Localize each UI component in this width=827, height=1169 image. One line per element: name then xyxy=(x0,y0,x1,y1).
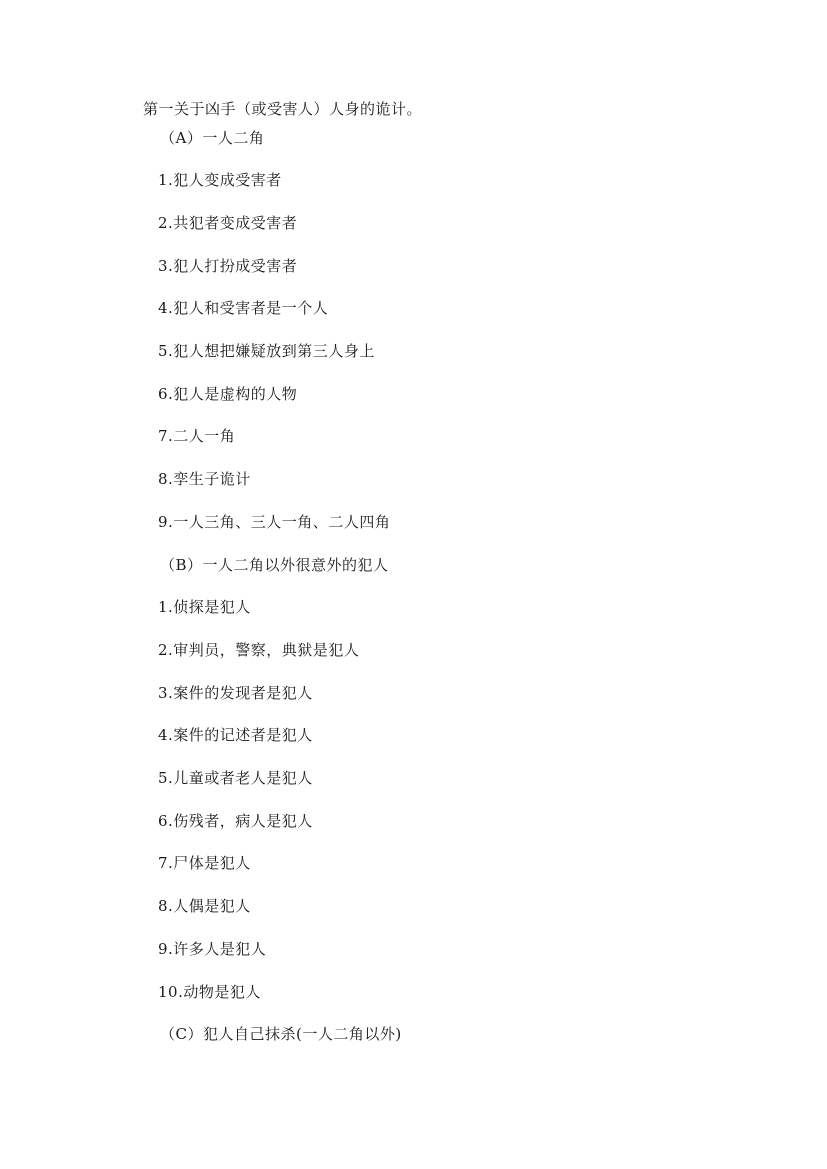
list-item: 10.动物是犯人 xyxy=(158,983,261,1001)
list-item: 8.人偶是犯人 xyxy=(158,897,251,915)
list-item: 5.犯人想把嫌疑放到第三人身上 xyxy=(158,342,375,360)
section-b-heading: （B）一人二角以外很意外的犯人 xyxy=(160,556,389,574)
list-item: 6.伤残者，病人是犯人 xyxy=(158,812,313,830)
list-item: 4.案件的记述者是犯人 xyxy=(158,726,313,744)
list-item: 2.共犯者变成受害者 xyxy=(158,214,298,232)
list-item: 1.犯人变成受害者 xyxy=(158,171,282,189)
list-item: 3.案件的发现者是犯人 xyxy=(158,684,313,702)
list-item: 2.审判员，警察，典狱是犯人 xyxy=(158,641,360,659)
list-item: 9.一人三角、三人一角、二人四角 xyxy=(158,513,391,531)
section-c-heading: （C）犯人自己抹杀(一人二角以外) xyxy=(160,1025,402,1043)
document-title: 第一关于凶手（或受害人）人身的诡计。 xyxy=(143,100,423,118)
list-item: 4.犯人和受害者是一个人 xyxy=(158,299,329,317)
list-item: 9.许多人是犯人 xyxy=(158,940,267,958)
list-item: 6.犯人是虚构的人物 xyxy=(158,385,298,403)
list-item: 3.犯人打扮成受害者 xyxy=(158,257,298,275)
section-a-heading: （A）一人二角 xyxy=(160,129,265,147)
list-item: 5.儿童或者老人是犯人 xyxy=(158,769,313,787)
list-item: 8.孪生子诡计 xyxy=(158,470,251,488)
list-item: 7.二人一角 xyxy=(158,427,236,445)
list-item: 1.侦探是犯人 xyxy=(158,598,251,616)
list-item: 7.尸体是犯人 xyxy=(158,854,251,872)
